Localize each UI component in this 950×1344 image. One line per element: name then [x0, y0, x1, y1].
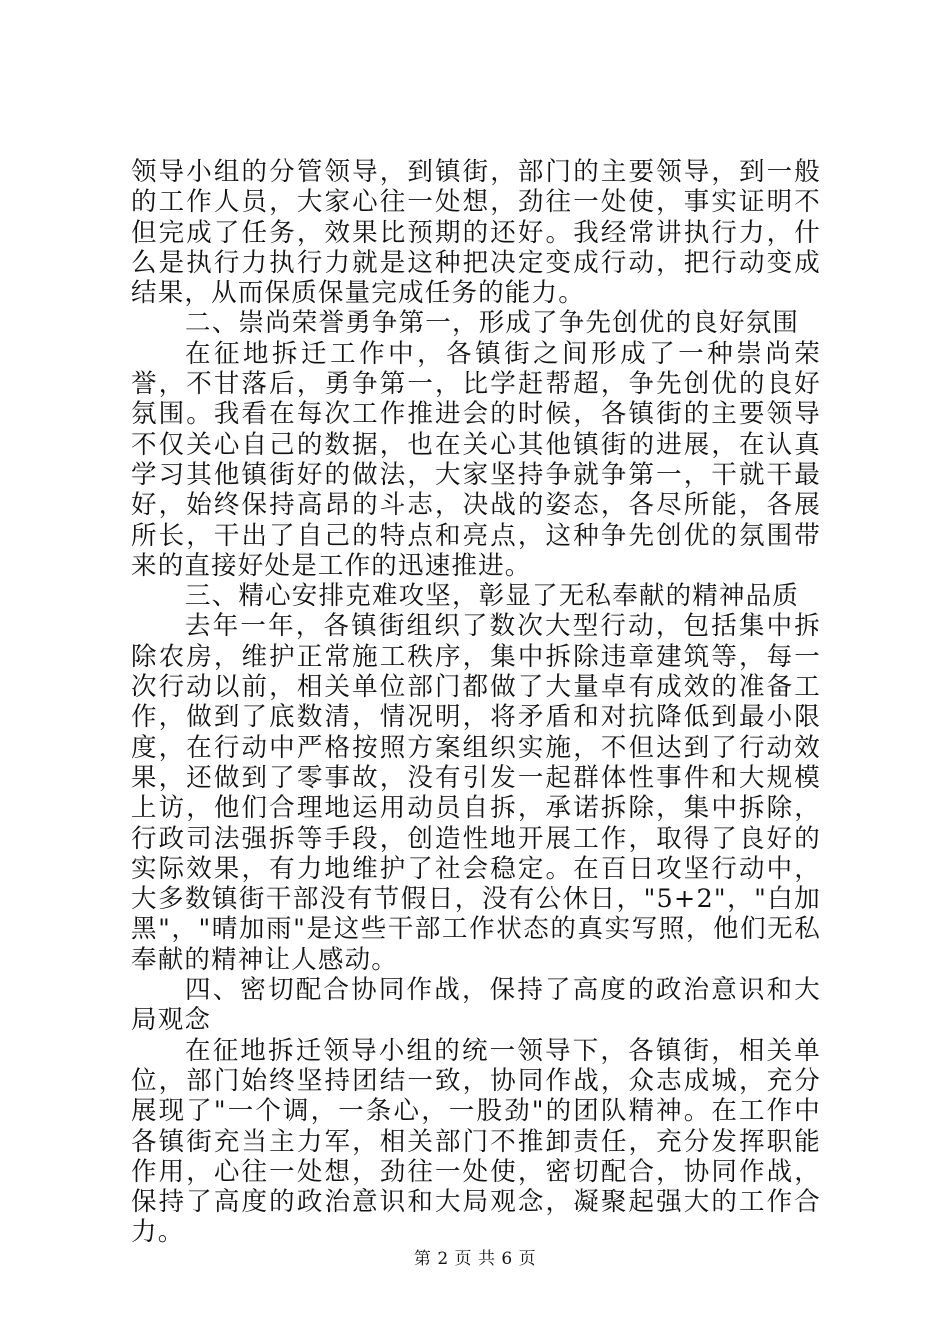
- paragraph-section-2: 在征地拆迁工作中，各镇街之间形成了一种崇尚荣誉，不甘落后，勇争第一，比学赶帮超，争先创优的良好氛围。我看在每次工作推进会的时候，各镇街的主要领导不仅关心自己的数据，也在关心其他镇街的进展，在认真学习其他镇街好的做法，大家坚持争就争第一，干就干最好，始终保持高昂的斗志，决战的姿态，各尽所能，各展所长，干出了自己的特点和亮点，这种争先创优的氛围带来的直接好处是工作的迅速推进。: [131, 338, 821, 581]
- section-heading-3: 三、精心安排克难攻坚，彰显了无私奉献的精神品质: [185, 581, 800, 612]
- section-heading-2: 二、崇尚荣誉勇争第一，形成了争先创优的良好氛围: [185, 308, 800, 339]
- paragraph-section-4: 在征地拆迁领导小组的统一领导下，各镇街，相关单位，部门始终坚持团结一致，协同作战，众志成城，充分展现了"一个调，一条心，一股劲"的团队精神。在工作中各镇街充当主力军，相关部门不推卸责任，充分发挥职能作用，心往一处想，劲往一处使，密切配合，协同作战，保持了高度的政治意识和大局观念，凝聚起强大的工作合力。: [131, 1035, 821, 1248]
- paragraph-section-3: 去年一年，各镇街组织了数次大型行动，包括集中拆除农房，维护正常施工秩序，集中拆除违章建筑等，每一次行动以前，相关单位部门都做了大量卓有成效的准备工作，做到了底数清，情况明，将矛盾和对抗降低到最小限度，在行动中严格按照方案组织实施，不但达到了行动效果，还做到了零事故，没有引发一起群体性事件和大规模上访，他们合理地运用动员自拆，承诺拆除，集中拆除，行政司法强拆等手段，创造性地开展工作，取得了良好的实际效果，有力地维护了社会稳定。在百日攻坚行动中，大多数镇街干部没有节假日，没有公休日，"5+2"，"白加黑"，"晴加雨"是这些干部工作状态的真实写照，他们无私奉献的精神让人感动。: [131, 611, 821, 975]
- page-footer: 第 2 页 共 6 页: [413, 1249, 537, 1269]
- document-body: [131, 157, 821, 1248]
- paragraph-continued: 领导小组的分管领导，到镇街，部门的主要领导，到一般的工作人员，大家心往一处想，劲往一处使，事实证明不但完成了任务，效果比预期的还好。我经常讲执行力，什么是执行力执行力就是这种把决定变成行动，把行动变成结果，从而保质保量完成任务的能力。: [131, 157, 821, 309]
- section-heading-4: 四、密切配合协同作战，保持了高度的政治意识和大局观念: [131, 975, 821, 1036]
